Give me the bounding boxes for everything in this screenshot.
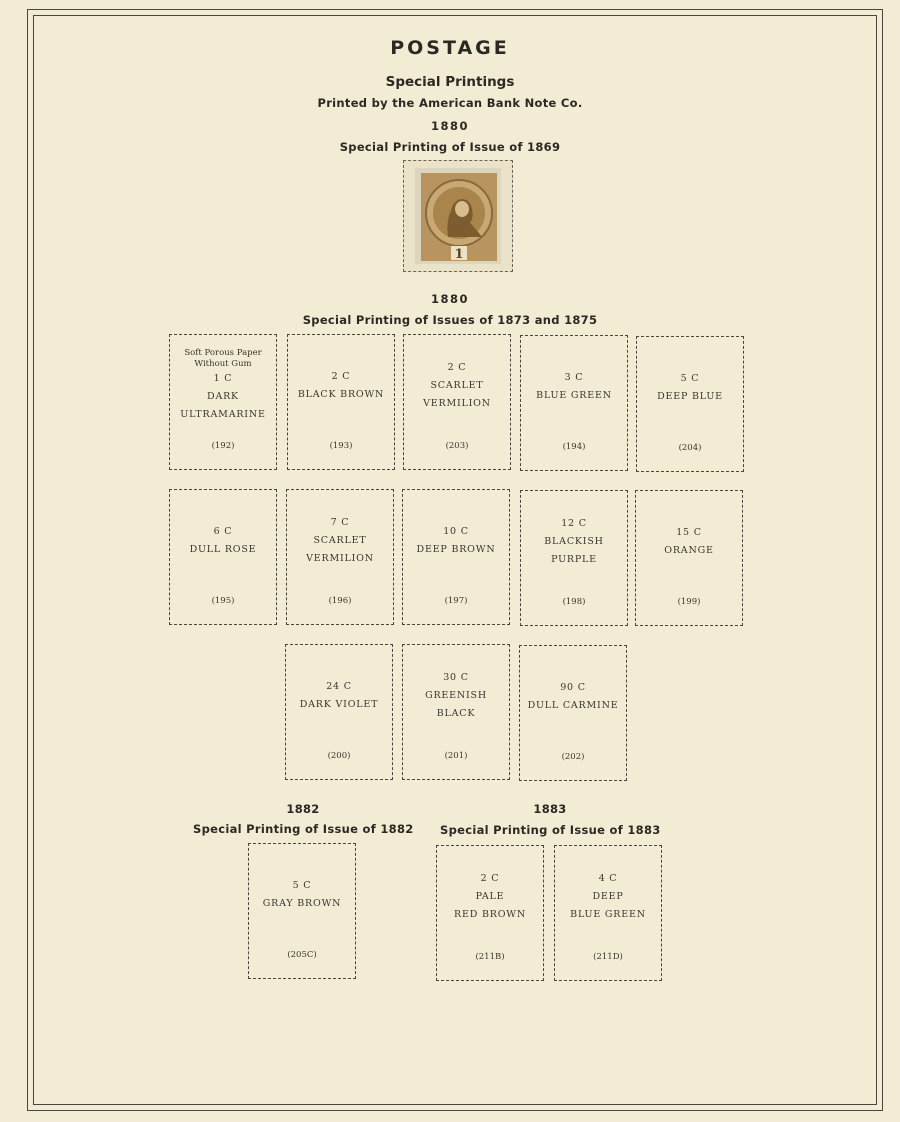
stamp-description-line: PURPLE: [551, 554, 597, 565]
catalog-number: (198): [562, 597, 586, 607]
stamp-space-15: [554, 845, 662, 981]
stamp-description-line: 7 C: [330, 517, 350, 528]
stamp-description-line: 12 C: [561, 518, 587, 529]
stamp-description: [520, 646, 626, 748]
stamp-description-line: 3 C: [564, 372, 584, 383]
section-title-1873-1875: Special Printing of Issues of 1873 and 1875: [302, 313, 598, 327]
stamp-space-14: [436, 845, 544, 981]
stamp-description-line: 4 C: [598, 873, 618, 884]
section-title-1883: Special Printing of Issue of 1883: [440, 823, 661, 837]
catalog-number: (201): [444, 751, 468, 761]
stamp-description-line: 1 C: [213, 373, 233, 384]
year-1880-second: 1880: [430, 292, 469, 306]
stamp-description-line: SCARLET: [313, 535, 367, 546]
stamp-description: [403, 645, 509, 747]
stamp-description: [555, 846, 661, 948]
stamp-description-line: DULL ROSE: [189, 544, 257, 555]
stamp-description-line: 90 C: [560, 682, 586, 693]
stamp-description-line: ULTRAMARINE: [180, 409, 266, 420]
catalog-number: (204): [678, 443, 702, 453]
catalog-number: (192): [211, 441, 235, 451]
stamp-description-line: Soft Porous Paper: [184, 348, 262, 358]
stamp-space-3: [520, 335, 628, 471]
section-title-1869: Special Printing of Issue of 1869: [339, 140, 561, 154]
stamp-description: [170, 490, 276, 592]
catalog-number: (200): [327, 751, 351, 761]
stamp-description: [403, 490, 509, 592]
catalog-number: (193): [329, 441, 353, 451]
catalog-number: (195): [211, 596, 235, 606]
stamp-space-1: [287, 334, 395, 470]
section-title-1882: Special Printing of Issue of 1882: [193, 822, 414, 836]
stamp-denomination: 1: [454, 247, 464, 262]
stamp-description-line: DEEP: [592, 891, 624, 902]
stamp-description-line: RED BROWN: [454, 909, 526, 920]
catalog-number: (203): [445, 441, 469, 451]
stamp-description-line: GREENISH: [425, 690, 487, 701]
stamp-description-line: BLACKISH: [544, 536, 604, 547]
stamp-space-10: [285, 644, 393, 780]
catalog-number: (202): [561, 752, 585, 762]
stamp-space-11: [402, 644, 510, 780]
stamp-description-line: DARK: [207, 391, 239, 402]
catalog-number: (194): [562, 442, 586, 452]
catalog-number: (197): [444, 596, 468, 606]
stamp-description-line: GRAY BROWN: [262, 898, 342, 909]
catalog-number: (205C): [287, 950, 317, 960]
stamp-description-line: Without Gum: [194, 359, 252, 369]
catalog-number: (199): [677, 597, 701, 607]
stamp-space-7: [402, 489, 510, 625]
catalog-number: (196): [328, 596, 352, 606]
stamp-description-line: DEEP BROWN: [416, 544, 496, 555]
catalog-number: (211D): [593, 952, 623, 962]
stamp-space-13: [248, 843, 356, 979]
stamp-description-line: 10 C: [443, 526, 469, 537]
stamp-description-line: DULL CARMINE: [527, 700, 619, 711]
stamp-description-line: VERMILION: [306, 553, 374, 564]
printer-line: Printed by the American Bank Note Co.: [317, 96, 583, 110]
year-1882: 1882: [286, 802, 320, 816]
stamp-description: [170, 335, 276, 437]
stamp-description-line: BLACK BROWN: [297, 389, 385, 400]
page-subtitle: Special Printings: [385, 74, 515, 90]
stamp-description-line: 2 C: [447, 362, 467, 373]
stamp-description-line: 2 C: [480, 873, 500, 884]
stamp-space-0: [169, 334, 277, 470]
stamp-space-8: [520, 490, 628, 626]
stamp-description-line: DARK VIOLET: [299, 699, 379, 710]
stamp-description-line: ORANGE: [664, 545, 714, 556]
page-title: POSTAGE: [390, 37, 510, 59]
catalog-number: (211B): [475, 952, 505, 962]
stamp-description-line: DEEP BLUE: [657, 391, 723, 402]
franklin-stamp-icon: [404, 161, 512, 271]
stamp-description: [437, 846, 543, 948]
stamp-description: [288, 335, 394, 437]
stamp-description: [404, 335, 510, 437]
stamp-description-line: BLACK: [436, 708, 476, 719]
stamp-description: [637, 337, 743, 439]
stamp-description-line: BLUE GREEN: [570, 909, 646, 920]
stamp-description-line: SCARLET: [430, 380, 484, 391]
stamp-description-line: 5 C: [680, 373, 700, 384]
stamp-description: [521, 491, 627, 593]
stamp-space-6: [286, 489, 394, 625]
stamp-space-5: [169, 489, 277, 625]
stamp-description: [249, 844, 355, 946]
stamp-mount-1869: [403, 160, 513, 272]
stamp-description: [286, 645, 392, 747]
stamp-description-line: 5 C: [292, 880, 312, 891]
stamp-space-4: [636, 336, 744, 472]
stamp-space-9: [635, 490, 743, 626]
stamp-description-line: 15 C: [676, 527, 702, 538]
year-1883: 1883: [533, 802, 567, 816]
stamp-space-2: [403, 334, 511, 470]
stamp-description-line: 24 C: [326, 681, 352, 692]
stamp-description-line: 6 C: [213, 526, 233, 537]
stamp-description-line: PALE: [475, 891, 505, 902]
stamp-description: [521, 336, 627, 438]
stamp-description-line: 30 C: [443, 672, 469, 683]
stamp-space-12: [519, 645, 627, 781]
stamp-description: [636, 491, 742, 593]
stamp-description-line: VERMILION: [423, 398, 491, 409]
stamp-description-line: BLUE GREEN: [536, 390, 612, 401]
stamp-description: [287, 490, 393, 592]
year-1880-first: 1880: [430, 119, 469, 133]
stamp-description-line: 2 C: [331, 371, 351, 382]
